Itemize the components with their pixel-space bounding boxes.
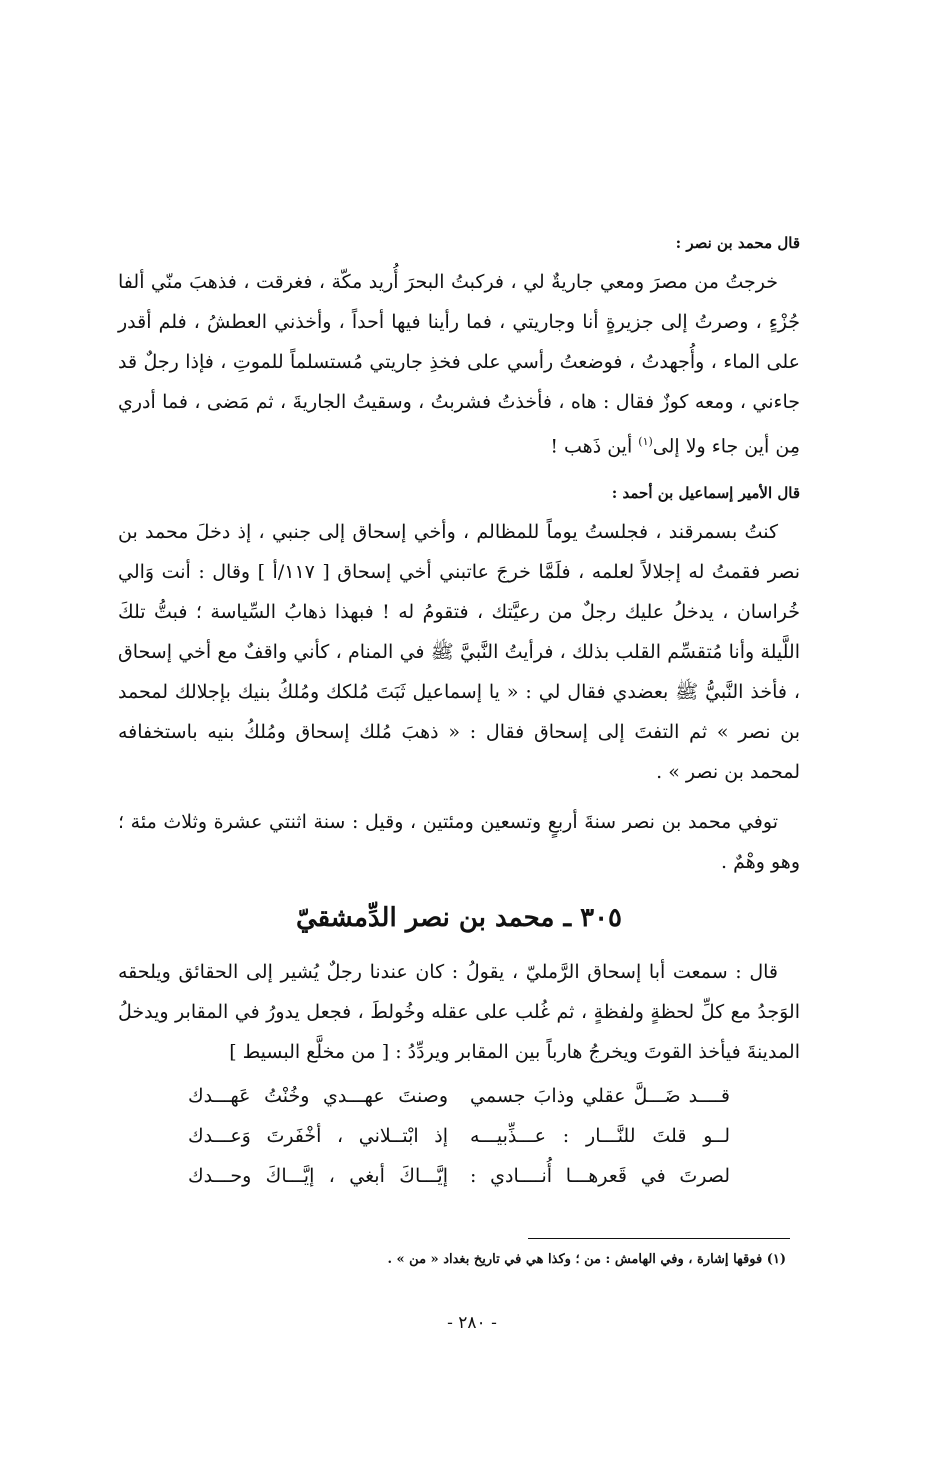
- verse-second-hemistich: إيَّـــاكَ أبغي ، إيَّـــاكَ وحـــدك: [188, 1165, 448, 1188]
- poem: [118, 1076, 800, 1196]
- paragraph-2: كنتُ بسمرقند ، فجلستُ يوماً للمظالم ، وأخي إسحاق إلى جنبي ، إذ دخلَ محمد بن نصر فقمتُ له إجلالاً لعلمه ، فلَمَّا خرجَ عاتبني أخي إسحاق [ ١١٧/أ ] وقال : أنت وَالي خُراسان ، يدخلُ عليك رجلٌ من رعيَّتك ، فتقومُ له ! فبهذا ذهابُ السِّياسة ؛ فبتُّ تلكَ اللَّيلة وأنا مُتقسِّم القلب بذلك ، فرأيتُ النَّبيَّ ﷺ في المنام ، كأني واقفٌ مع أخي إسحاق ، فأخذ النَّبيُّ ﷺ بعضدي فقال لي : « يا إسماعيل ثَبَتَ مُلكك ومُلكُ بنيك بإجلالك لمحمد بن نصر » ثم التفتَ إلى إسحاق فقال : « ذهبَ مُلك إسحاق ومُلكُ بنيه باستخفافه لمحمد بن نصر » .: [118, 521, 800, 784]
- verse-second-hemistich: وصنتَ عهـــدي وخُنْتُ عَهـــدك: [188, 1085, 448, 1108]
- verse-first-hemistich: لصرتَ في قَعرهـــا أُنــــادي :: [470, 1165, 730, 1188]
- footnote-divider: [528, 1238, 790, 1239]
- speaker-line-1: قال محمد بن نصر :: [675, 234, 800, 252]
- footnote: (١) فوقها إشارة ، وفي الهامش : من ؛ وكذا هي في تاريخ بغداد « من » .: [387, 1252, 786, 1267]
- page-body: [118, 230, 800, 1196]
- verse-first-hemistich: لــو قلتَ للنَّـــار : عـــذِّبيـــه: [470, 1125, 730, 1148]
- verse-second-hemistich: إذ ابْتــلاني ، أخْفَرتَ وَعـــدك: [188, 1125, 448, 1148]
- verse-line: [118, 1076, 800, 1116]
- verse-line: [118, 1116, 800, 1156]
- paragraph-4: قال : سمعت أبا إسحاق الرَّمليّ ، يقولُ : كان عندنا رجلٌ يُشير إلى الحقائق ويلحقه الوَجدُ مع كلِّ لحظةٍ ولفظةٍ ، ثم غُلب على عقله وخُولطَ ، فجعل يدورُ في المقابر ويدخلُ المدينةَ فيأخذ القوتَ ويخرجُ هارباً بين المقابر ويردِّدُ : [ من مخلَّع البسيط ]: [118, 961, 800, 1064]
- verse-first-hemistich: قــــد ضَـــلَّ عقلي وذابَ جسمي: [470, 1085, 730, 1108]
- paragraph-1-text: خرجتُ من مصرَ ومعي جاريةٌ لي ، فركبتُ البحرَ أُريد مكّة ، فغرقت ، فذهبَ منّي ألفا جُزْءٍ ، وصرتُ إلى جزيرةٍ أنا وجاريتي ، فما رأينا فيها أحداً ، وأخذني العطشُ ، فلم أقدر على الماء ، وأُجهدتُ ، فوضعتُ رأسي على فخذِ جاريتي مُستسلماً للموتِ ، فإذا رجلٌ قد جاءني ، ومعه كوزٌ فقال : هاه ، فأخذتُ فشربتُ ، وسقيتُ الجاريةَ ، ثم مَضى ، فما أدري مِن أين جاء ولا إلى: [118, 271, 800, 458]
- verse-line: [118, 1156, 800, 1196]
- paragraph-1: [118, 262, 800, 466]
- paragraph-3: توفي محمد بن نصر سنةَ أربعٍ وتسعين ومئتين ، وقيل : سنة اثنتي عشرة وثلاث مئة ؛ وهو وهْمٌ .: [118, 811, 800, 874]
- page-number: - ٢٨٠ -: [447, 1313, 497, 1333]
- footnote-ref: (١): [638, 435, 653, 448]
- paragraph-1-end: أين ذَهب !: [550, 435, 639, 458]
- biography-heading: ٣٠٥ ـ محمد بن نصر الدِّمشقيّ: [295, 903, 623, 934]
- speaker-line-2: قال الأمير إسماعيل بن أحمد :: [611, 484, 800, 503]
